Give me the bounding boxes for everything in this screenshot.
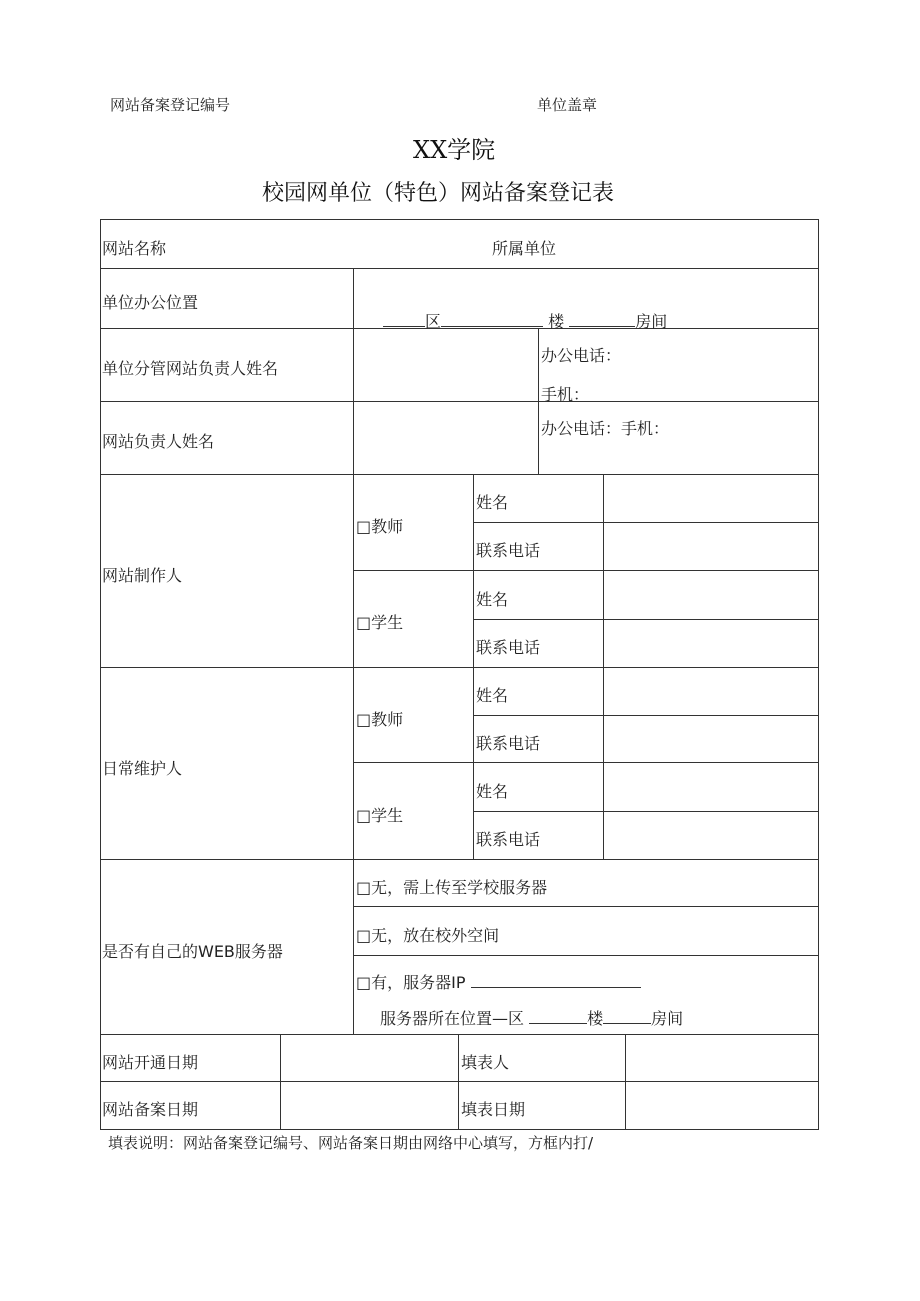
unit-label: 所属单位 bbox=[492, 239, 557, 258]
stamp-label: 单位盖章 bbox=[537, 96, 598, 114]
maintainer-student-phone-label: 联系电话 bbox=[476, 830, 541, 849]
producer-teacher-name-label: 姓名 bbox=[476, 493, 509, 512]
building-blank[interactable] bbox=[441, 312, 543, 327]
server-location-prefix: 服务器所在位置—区 bbox=[380, 1009, 525, 1028]
open-date-label: 网站开通日期 bbox=[102, 1053, 199, 1072]
institution-title: XX学院 bbox=[413, 136, 496, 164]
record-date-label: 网站备案日期 bbox=[102, 1100, 199, 1119]
server-label: 是否有自己的WEB服务器 bbox=[102, 942, 283, 961]
room-blank[interactable] bbox=[569, 312, 635, 327]
server-building-text: 楼 bbox=[587, 1009, 604, 1028]
producer-label: 网站制作人 bbox=[102, 566, 183, 585]
producer-student-name-label: 姓名 bbox=[476, 590, 509, 609]
server-option-own[interactable] bbox=[356, 970, 641, 993]
producer-teacher-phone-label: 联系电话 bbox=[476, 541, 541, 560]
office-location-fields[interactable] bbox=[383, 309, 667, 332]
server-location-fields[interactable] bbox=[380, 1006, 683, 1029]
office-location-label: 单位办公位置 bbox=[102, 293, 199, 312]
server-option-external[interactable]: □无，放在校外空间 bbox=[356, 926, 500, 945]
server-ip-blank[interactable] bbox=[471, 973, 641, 988]
supervisor-office-phone: 办公电话： bbox=[541, 346, 622, 365]
maintainer-teacher-checkbox[interactable]: □教师 bbox=[356, 710, 404, 729]
maintainer-teacher-phone-label: 联系电话 bbox=[476, 734, 541, 753]
server-building-blank[interactable] bbox=[529, 1009, 587, 1024]
maintainer-student-checkbox[interactable]: □学生 bbox=[356, 806, 404, 825]
supervisor-label: 单位分管网站负责人姓名 bbox=[102, 359, 279, 378]
producer-teacher-checkbox[interactable]: □教师 bbox=[356, 517, 404, 536]
maintainer-student-name-label: 姓名 bbox=[476, 782, 509, 801]
server-room-text: 房间 bbox=[651, 1009, 684, 1028]
site-manager-label: 网站负责人姓名 bbox=[102, 432, 215, 451]
producer-student-checkbox[interactable]: □学生 bbox=[356, 613, 404, 632]
filled-by-label: 填表人 bbox=[461, 1053, 510, 1072]
maintainer-teacher-name-label: 姓名 bbox=[476, 686, 509, 705]
supervisor-mobile: 手机： bbox=[541, 385, 590, 404]
server-option-own-text: □有，服务器IP bbox=[356, 973, 466, 992]
district-text: 区 bbox=[425, 312, 442, 331]
form-title: 校园网单位（特色）网站备案登记表 bbox=[262, 181, 615, 206]
district-blank[interactable] bbox=[383, 312, 425, 327]
server-room-blank[interactable] bbox=[603, 1009, 651, 1024]
server-option-school[interactable]: □无，需上传至学校服务器 bbox=[356, 878, 548, 897]
fill-date-label: 填表日期 bbox=[461, 1100, 526, 1119]
footer-note: 填表说明：网站备案登记编号、网站备案日期由网络中心填写，方框内打/ bbox=[108, 1134, 594, 1152]
registration-number-label: 网站备案登记编号 bbox=[110, 96, 231, 114]
site-name-label: 网站名称 bbox=[102, 239, 167, 258]
producer-student-phone-label: 联系电话 bbox=[476, 638, 541, 657]
site-manager-phones: 办公电话：手机： bbox=[541, 419, 670, 438]
room-text: 房间 bbox=[635, 312, 668, 331]
maintainer-label: 日常维护人 bbox=[102, 759, 183, 778]
building-text: 楼 bbox=[548, 312, 565, 331]
